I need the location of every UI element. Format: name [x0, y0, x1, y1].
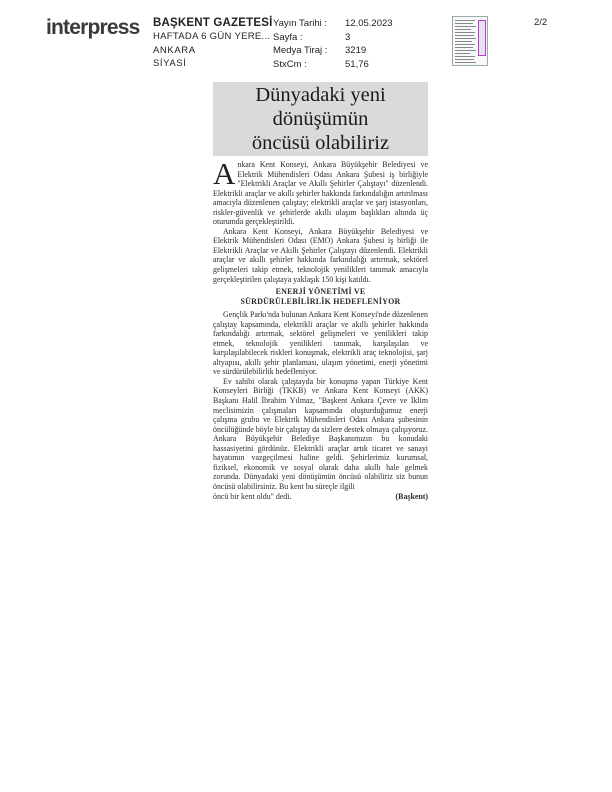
clipping-metadata: [273, 17, 393, 71]
page-thumbnail: [452, 16, 488, 66]
article-source: (Başkent): [395, 491, 428, 501]
article-headline: [218, 83, 423, 155]
subheading-line: SÜRDÜRÜLEBİLİRLİK HEDEFLENİYOR: [240, 297, 401, 307]
article-paragraph: Gençlik Parkı'nda bulunan Ankara Kent Konseyi'nde düzenlenen çalıştay kapsamında, elektrikli araçlar ve akıllı şehirler hakkında farkındalığı artırmak, sektörel gelişmeleri ve yenilikleri takip etmek, teknolojik yenilikleri tanımak, karşılaşılan ve karşılaşılabilecek riskleri konuşmak, elektrikli araç teknolojisi, şarj altyapısı, akıllı şehir planlaması, ulaşım yönetimi, enerji yönetimi ve sürdürülebilirlik hedefleniyor.: [213, 310, 428, 377]
article-body: [213, 156, 428, 501]
article-paragraph: Ev sahibi olarak çalıştayda bir konuşma yapan Türkiye Kent Konseyleri Birliği (TKKB) ve Ankara Kent Konseyi (AKK) Başkanı Halil İbrahim Yılmaz, "Başkent Ankara Çevre ve İklim meclisimizin çalışmaları kapsamında oluşturduğumuz enerji çalışma grubu ve Elektrik Mühendisleri Odası Ankara şubesinin öncülüğünde böyle bir çalıştay da sizlere destek olmaya çalışıyoruz. Ankara Büyükşehir Belediye Başkanımızın bu konudaki hassasiyetini gördünüz. Elektrikli araçlar artık ticaret ve sanayi hayatımın vazgeçilmesi haline geldi. Şehirlerimiz kurumsal, fiziksel, ekonomik ve sosyal olarak daha akıllı hale gelmek zorunda. Dünyadaki yeni dönüşümün öncüsü olabiliriz siz bunun öncüsü olabilirsiniz. Bu kent bu süreçle ilgili: [213, 376, 428, 491]
publication-info: [153, 17, 273, 71]
article-highlight: [478, 20, 486, 56]
meta-key: Yayın Tarihi :: [273, 18, 328, 29]
meta-key: Sayfa :: [273, 31, 303, 43]
closing-text: öncü bir kent oldu" dedi.: [213, 491, 292, 501]
meta-key: StxCm :: [273, 58, 307, 70]
meta-value: 12.05.2023: [345, 18, 393, 29]
headline-line: Dünyadaki yeni: [255, 84, 386, 106]
article-closing-line: [213, 492, 428, 502]
publication-frequency: HAFTADA 6 GÜN YERE...: [153, 31, 271, 42]
article-subheading: [213, 287, 428, 307]
meta-row-circulation: [273, 44, 393, 58]
paragraph-text: nkara Kent Konseyi, Ankara Büyükşehir Belediyesi ve Elektrik Mühendisleri Odası Ankara Şubesi iş birliğiyle "Elektrikli Araçlar ve Akıllı Şehirler Çalıştayı" düzenlendi. Elektrikli araçlar ve akıllı şehirler hakkında farkındalığın artırılması amacıyla düzenlenen çalıştay; elektrikli araçlar ve şarj istasyonları, riskler-güvenlik ve şehirlerde akıllı ulaşım başlıkları altında üç oturumda gerçekleştirildi.: [213, 160, 428, 227]
meta-value: 3219: [345, 45, 367, 57]
drop-cap: A: [213, 156, 236, 191]
meta-row-page: [273, 31, 393, 45]
publication-category: SİYASİ: [153, 58, 187, 69]
subheading-line: ENERJİ YÖNETİMİ VE: [275, 287, 366, 297]
article-paragraph: Ankara Kent Konseyi, Ankara Büyükşehir Belediyesi ve Elektrik Mühendisleri Odası (EMO) Ankara Şubesi iş birliği ile Elektrikli Araçlar ve Akıllı Şehirler Çalıştayı düzenlendi. Elektrikli araçlar ve akıllı şehirler hakkında farkındalığı artırmak, sektörel gelişmeleri takip etmek, teknolojik yenilikleri tanımak amacıyla gerçekleştirilen çalıştaya yaklaşık 150 kişi katıldı.: [213, 226, 428, 284]
meta-row-date: [273, 17, 393, 31]
interpress-logo: interpress: [46, 16, 140, 39]
meta-value: 3: [345, 31, 351, 43]
publication-name: BAŞKENT GAZETESİ: [153, 17, 273, 29]
meta-value: 51,76: [345, 58, 369, 70]
article-paragraph: [213, 156, 428, 227]
publication-city: ANKARA: [153, 44, 196, 56]
headline-line: öncüsü olabiliriz: [251, 132, 390, 154]
page-indicator: 2/2: [534, 17, 548, 28]
headline-line: dönüşümün: [272, 108, 369, 130]
meta-row-stxcm: [273, 58, 393, 72]
meta-key: Medya Tiraj :: [273, 45, 328, 57]
